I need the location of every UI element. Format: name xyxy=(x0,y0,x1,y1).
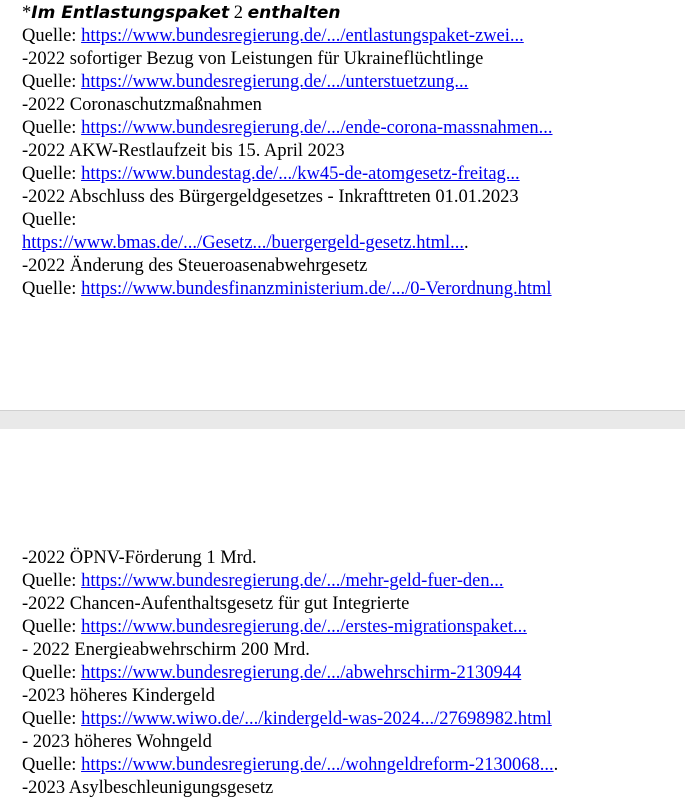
source-line xyxy=(22,662,521,685)
source-link[interactable]: https://www.bundestag.de/.../kw45-de-atomgesetz-freitag... xyxy=(81,164,520,184)
source-line xyxy=(22,754,558,777)
source-line xyxy=(22,117,553,140)
source-label: Quelle: xyxy=(22,663,77,683)
item-line: -2022 Chancen-Aufenthaltsgesetz für gut Integrierte xyxy=(22,594,410,614)
note-number: 2 xyxy=(233,3,243,23)
item-line: -2022 Coronaschutzmaßnahmen xyxy=(22,95,262,115)
link-suffix: . xyxy=(464,233,469,253)
page-separator xyxy=(0,410,685,430)
item-line: -2023 höheres Kindergeld xyxy=(22,686,215,706)
note-prefix: * xyxy=(22,3,32,23)
source-label: Quelle: xyxy=(22,617,77,637)
source-label: Quelle: xyxy=(22,279,77,299)
item-line: - 2023 höheres Wohngeld xyxy=(22,732,212,752)
document-page-2 xyxy=(0,429,685,800)
source-link[interactable]: https://www.bundesregierung.de/.../unterstuetzung... xyxy=(81,72,469,92)
item-line: - 2022 Energieabwehrschirm 200 Mrd. xyxy=(22,640,310,660)
source-label: Quelle: xyxy=(22,755,77,775)
item-line: -2022 ÖPNV-Förderung 1 Mrd. xyxy=(22,548,257,568)
source-line xyxy=(22,570,504,593)
entlastungspaket-note xyxy=(22,2,341,25)
item-line: -2022 Abschluss des Bürgergeldgesetzes - Inkrafttreten 01.01.2023 xyxy=(22,187,519,207)
source-link[interactable]: https://www.bundesregierung.de/.../erstes-migrationspaket... xyxy=(81,617,527,637)
source-link[interactable]: https://www.bundesregierung.de/.../entlastungspaket-zwei... xyxy=(81,26,524,46)
source-line xyxy=(22,616,527,639)
item-line: -2022 AKW-Restlaufzeit bis 15. April 2023 xyxy=(22,141,345,161)
source-label: Quelle: xyxy=(22,72,77,92)
source-link[interactable]: https://www.bundesfinanzministerium.de/.../0-Verordnung.html xyxy=(81,279,552,299)
source-line xyxy=(22,278,552,301)
source-label: Quelle: xyxy=(22,118,77,138)
source-link[interactable]: https://www.bundesregierung.de/.../abwehrschirm-2130944 xyxy=(81,663,522,683)
source-label: Quelle: xyxy=(22,709,77,729)
source-line xyxy=(22,71,468,94)
source-label: Quelle: xyxy=(22,210,77,230)
source-line xyxy=(22,232,469,255)
note-part2: enthalten xyxy=(247,3,341,23)
source-link[interactable]: https://www.bmas.de/.../Gesetz.../buergergeld-gesetz.html... xyxy=(22,233,465,253)
source-line xyxy=(22,708,552,731)
source-line xyxy=(22,25,524,48)
source-label: Quelle: xyxy=(22,571,77,591)
source-link[interactable]: https://www.bundesregierung.de/.../mehr-geld-fuer-den... xyxy=(81,571,504,591)
note-part1: Im Entlastungspaket xyxy=(31,3,230,23)
link-suffix: . xyxy=(553,755,559,775)
source-label: Quelle: xyxy=(22,164,77,184)
source-link[interactable]: https://www.bundesregierung.de/.../ende-corona-massnahmen... xyxy=(81,118,553,138)
item-line: -2022 sofortiger Bezug von Leistungen für Ukraineflüchtlinge xyxy=(22,49,484,69)
source-label: Quelle: xyxy=(22,26,77,46)
source-line xyxy=(22,163,520,186)
item-line: -2022 Änderung des Steueroasenabwehrgesetz xyxy=(22,256,368,276)
item-line: -2023 Asylbeschleunigungsgesetz xyxy=(22,778,274,798)
source-link[interactable]: https://www.bundesregierung.de/.../wohngeldreform-2130068... xyxy=(81,755,554,775)
source-link[interactable]: https://www.wiwo.de/.../kindergeld-was-2024.../27698982.html xyxy=(81,709,552,729)
